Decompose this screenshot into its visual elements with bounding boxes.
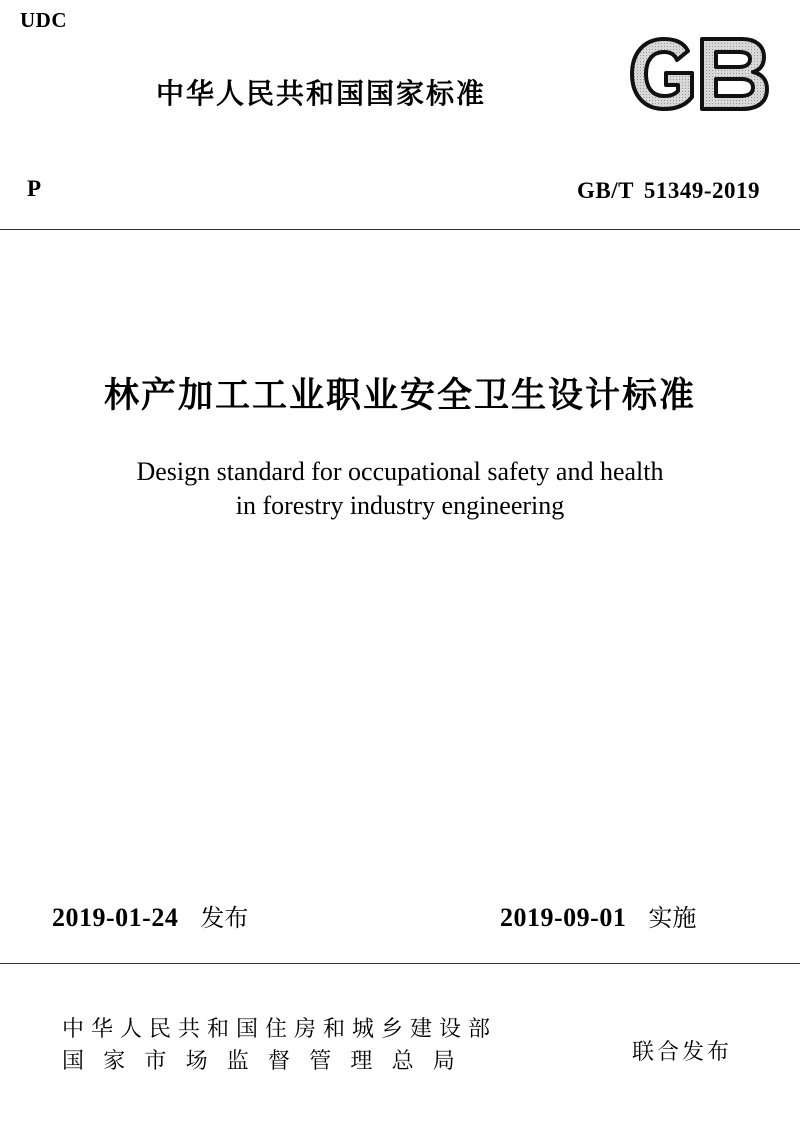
issue-date: 2019-01-24 <box>52 903 179 932</box>
title-chinese: 林产加工工业职业安全卫生设计标准 <box>103 376 696 416</box>
joint-issue-label: 联合发布 <box>632 1040 733 1065</box>
classification-code: P <box>27 176 42 201</box>
udc-label: UDC <box>20 8 67 32</box>
issue-label: 发布 <box>200 904 249 932</box>
national-standard-heading: 中华人民共和国国家标准 <box>156 77 487 110</box>
issuer-line-1: 中华人民共和国住房和城乡建设部 <box>62 1017 498 1042</box>
standard-number: GB/T 51349-2019 <box>577 178 760 203</box>
bottom-divider <box>0 963 800 964</box>
implement-date: 2019-09-01 <box>500 903 627 932</box>
gb-logo <box>624 33 772 115</box>
title-english-line-2: in forestry industry engineering <box>235 491 565 520</box>
gb-logo-graphic <box>624 33 772 115</box>
implement-date-block <box>500 898 696 933</box>
implement-label: 实施 <box>648 904 697 932</box>
title-english-line-1: Design standard for occupational safety and health <box>136 457 664 486</box>
issuing-authorities <box>62 1014 497 1078</box>
title-english <box>0 455 800 523</box>
issue-date-block <box>52 898 248 933</box>
issuer-line-2: 国家市场监督管理总局 <box>62 1049 475 1074</box>
top-divider <box>0 229 800 230</box>
